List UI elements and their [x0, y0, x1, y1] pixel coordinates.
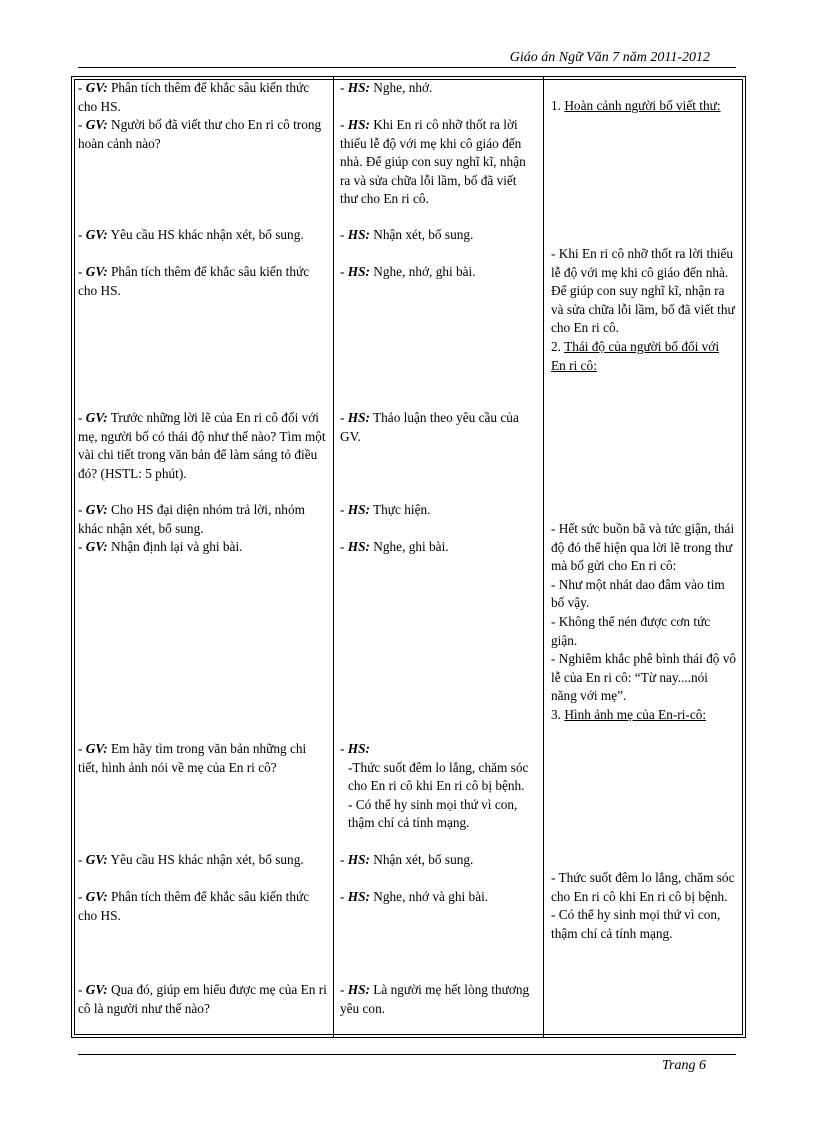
hs-activity-10: - HS: Nghe, nhớ và ghi bài. — [340, 889, 489, 904]
hs-activity-3: - HS: Nhận xét, bổ sung. — [340, 227, 474, 242]
content-heading-2: Thái độ của người bố đối với En ri cô: — [551, 338, 720, 373]
header-rule — [78, 67, 736, 68]
column-divider-1 — [333, 77, 334, 1037]
content-heading-3: Hình ảnh mẹ của En-ri-cô: — [564, 706, 707, 722]
content-heading-1: 1. Hoàn cảnh người bố viết thư: — [551, 98, 721, 113]
hs-label: HS: — [347, 982, 370, 997]
gv-activity-3: - GV: Yêu cầu HS khác nhận xét, bổ sung. — [78, 227, 304, 242]
gv-label: GV: — [85, 539, 108, 554]
hs-activity-5: - HS: Thảo luận theo yêu cầu của GV. — [340, 410, 519, 444]
lesson-table — [71, 76, 746, 1038]
gv-label: GV: — [85, 982, 108, 997]
column-divider-2 — [543, 77, 544, 1037]
hs-activity-7: - HS: Nghe, ghi bài. — [340, 539, 449, 554]
footer-rule — [78, 1054, 736, 1055]
hs-label: HS: — [347, 80, 370, 95]
hs-label: HS: — [347, 741, 370, 756]
hs-activity-9: - HS: Nhận xét, bổ sung. — [340, 852, 474, 867]
gv-label: GV: — [85, 264, 108, 279]
content-paragraph-2: - Hết sức buồn bã và tức giận, thái độ đó thể hiện qua lời lẽ trong thư mà bố gửi cho En ri cô: - Như một nhát dao đâm vào tim bố vậy. - Không thể nén được cơn tức giận. - Nghiêm khắc phê bình thái độ vô lễ của En ri cô: “Từ nay....nói năng với mẹ”. 3. Hình ảnh mẹ của En-ri-cô: — [551, 521, 737, 722]
gv-activity-10: - GV: Phân tích thêm để khắc sâu kiến thức cho HS. — [78, 889, 310, 923]
hs-activity-11: - HS: Là người mẹ hết lòng thương yêu con. — [340, 982, 530, 1016]
gv-activity-2: - GV: Người bố đã viết thư cho En ri cô trong hoàn cảnh nào? — [78, 117, 322, 151]
hs-label: HS: — [347, 889, 370, 904]
content-paragraph-3: - Thức suốt đêm lo lắng, chăm sóc cho En ri cô khi En ri cô bị bệnh. - Có thể hy sinh mọi thứ vì con, thậm chí cả tính mạng. — [551, 870, 735, 941]
hs-label: HS: — [347, 410, 370, 425]
gv-label: GV: — [85, 852, 108, 867]
gv-activity-11: - GV: Qua đó, giúp em hiểu được mẹ của En ri cô là người như thế nào? — [78, 982, 327, 1016]
hs-activity-1: - HS: Nghe, nhớ. — [340, 80, 433, 95]
gv-label: GV: — [85, 80, 108, 95]
hs-label: HS: — [347, 852, 370, 867]
gv-label: GV: — [85, 889, 108, 904]
gv-label: GV: — [85, 741, 108, 756]
gv-activity-1: - GV: Phân tích thêm để khắc sâu kiến thức cho HS. — [78, 80, 310, 114]
gv-label: GV: — [85, 227, 108, 242]
gv-label: GV: — [85, 117, 108, 132]
hs-activity-4: - HS: Nghe, nhớ, ghi bài. — [340, 264, 476, 279]
document-header: Giáo án Ngữ Văn 7 năm 2011-2012 — [509, 50, 710, 65]
hs-label: HS: — [347, 117, 370, 132]
hs-activity-8: - HS: -Thức suốt đêm lo lắng, chăm sóc cho En ri cô khi En ri cô bị bệnh. - Có thể hy sinh mọi thứ vì con, thậm chí cả tính mạng. — [340, 741, 529, 831]
gv-activity-7: - GV: Nhận định lại và ghi bài. — [78, 539, 243, 554]
gv-activity-6: - GV: Cho HS đại diện nhóm trả lời, nhóm khác nhận xét, bổ sung. — [78, 502, 305, 536]
gv-label: GV: — [85, 502, 108, 517]
page-number: Trang 6 — [662, 1058, 706, 1073]
gv-activity-4: - GV: Phân tích thêm để khắc sâu kiến thức cho HS. — [78, 264, 310, 298]
gv-label: GV: — [85, 410, 108, 425]
hs-label: HS: — [347, 502, 370, 517]
gv-activity-5: - GV: Trước những lời lẽ của En ri cô đối với mẹ, người bố có thái độ như thế nào? Tìm một vài chi tiết trong văn bản để làm sáng tỏ điều đó? (HSTL: 5 phút). — [78, 410, 326, 481]
hs-label: HS: — [347, 227, 370, 242]
gv-activity-8: - GV: Em hãy tìm trong văn bản những chi tiết, hình ảnh nói về mẹ của En ri cô? — [78, 741, 307, 775]
hs-activity-6: - HS: Thực hiện. — [340, 502, 431, 517]
hs-label: HS: — [347, 539, 370, 554]
hs-label: HS: — [347, 264, 370, 279]
gv-activity-9: - GV: Yêu cầu HS khác nhận xét, bổ sung. — [78, 852, 304, 867]
content-paragraph-1: - Khi En ri cô nhỡ thốt ra lời thiếu lễ độ với mẹ khi cô giáo đến nhà. Để giúp con suy nghĩ kĩ, nhận ra và sửa chữa lỗi lầm, bố đã viết thư cho En ri cô. 2. Thái độ của người bố đối với En ri cô: — [551, 246, 735, 373]
hs-activity-2: - HS: Khi En ri cô nhỡ thốt ra lời thiếu lễ độ với mẹ khi cô giáo đến nhà. Để giúp con suy nghĩ kĩ, nhận ra và sửa chữa lỗi lầm, bố đã viết thư cho En ri cô. — [340, 117, 526, 207]
